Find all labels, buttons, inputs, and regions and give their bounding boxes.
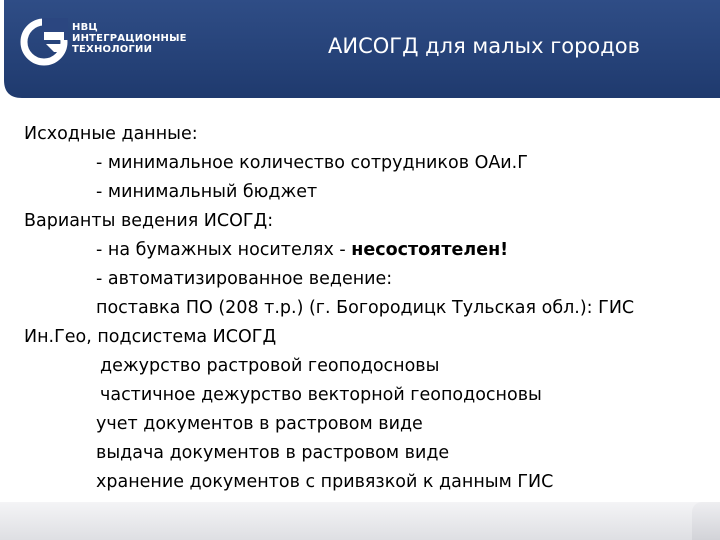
body-line-5-prefix: - на бумажных носителях -	[96, 240, 352, 260]
body-line-10: частичное дежурство векторной геоподосновы	[100, 385, 542, 405]
body-line-12: выдача документов в растровом виде	[96, 443, 450, 463]
nvc-logo-icon	[20, 18, 68, 66]
slide-body	[24, 120, 704, 497]
body-line-1: Исходные данные:	[24, 124, 198, 144]
header-bar	[0, 0, 720, 98]
logo-line-3: ТЕХНОЛОГИИ	[72, 44, 153, 55]
body-line-2: - минимальное количество сотрудников ОАи.Г	[96, 153, 528, 173]
body-line-3: - минимальный бюджет	[96, 182, 318, 202]
logo-line-2: ИНТЕГРАЦИОННЫЕ	[72, 33, 187, 44]
body-line-5-bold: несостоятелен!	[351, 240, 509, 260]
footer-bar	[0, 502, 720, 540]
body-line-5	[24, 236, 704, 265]
body-line-8: Ин.Гео, подсистема ИСОГД	[24, 327, 277, 347]
body-line-6: - автоматизированное ведение:	[96, 269, 393, 289]
body-line-4: Варианты ведения ИСОГД:	[24, 211, 274, 231]
logo-text	[72, 22, 187, 55]
logo-line-1: НВЦ	[72, 22, 98, 33]
body-line-7: поставка ПО (208 т.р.) (г. Богородицк Тульская обл.): ГИС	[96, 298, 635, 318]
footer-corner	[692, 502, 720, 540]
body-line-9: дежурство растровой геоподосновы	[100, 356, 440, 376]
body-line-11: учет документов в растровом виде	[96, 414, 423, 434]
slide-title: АИСОГД для малых городов	[328, 34, 641, 58]
body-line-13: хранение документов с привязкой к данным ГИС	[96, 472, 554, 492]
